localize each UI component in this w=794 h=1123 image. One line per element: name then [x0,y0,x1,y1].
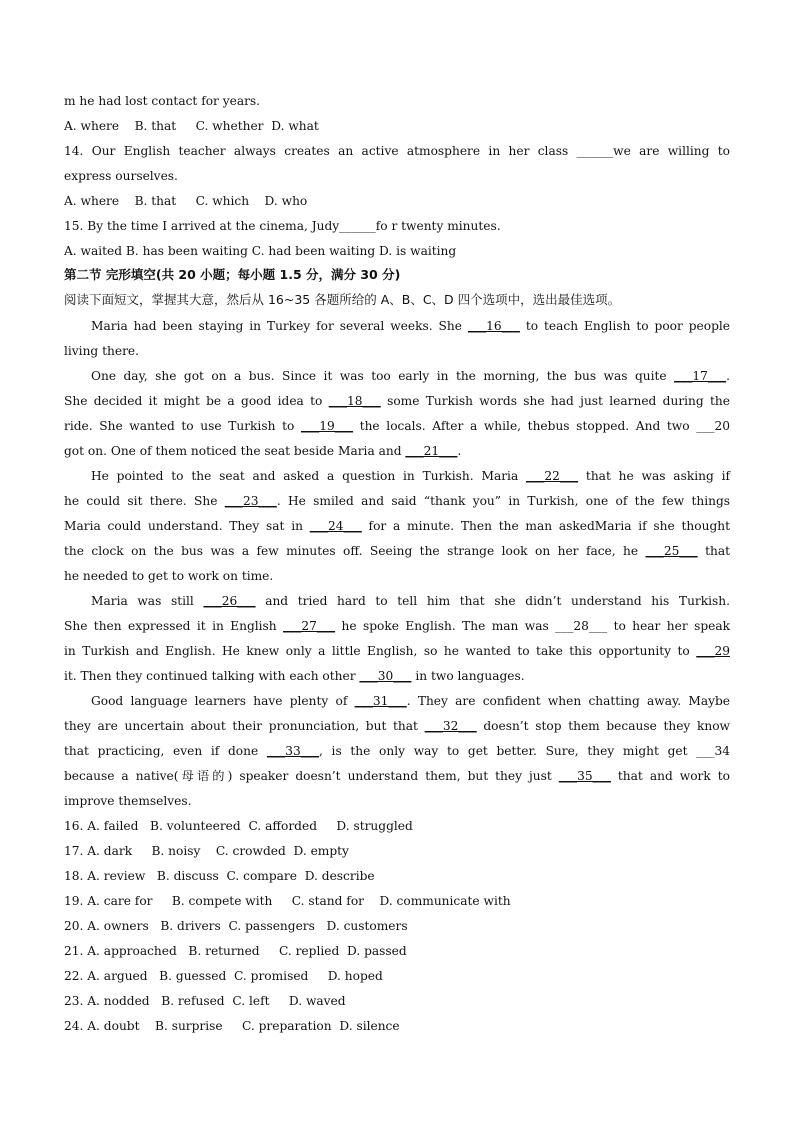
passage-line: ride. She wanted to use Turkish to ___19___ the locals. After a while, thebus stopped. And two ___20 [64,419,731,433]
passage-line: he could sit there. She ___23___. He smiled and said “thank you” in Turkish, one of the few things [64,494,730,508]
passage-line: Maria could understand. They sat in ___24___ for a minute. Then the man askedMaria if she thought [64,519,730,533]
blank-17: ___17___ [674,369,727,383]
section-heading: 第二节 完形填空(共 20 小题；每小题 1.5 分，满分 30 分) [64,267,401,282]
passage-line: he needed to get to work on time. [64,569,274,583]
passage-line: Maria had been staying in Turkey for several weeks. She ___16___ to teach English to poor people [91,319,731,333]
passage-line: He pointed to the seat and asked a question in Turkish. Maria ___22___ that he was asking if [91,469,730,483]
passage-line: Maria was still ___26___ and tried hard to tell him that she didn’t understand his Turkish. [91,594,730,608]
question-14-stem-cont: express ourselves. [64,169,178,183]
blank-31: ___31___ [354,694,407,708]
passage-line: got on. One of them noticed the seat beside Maria and ___21___. [64,444,462,458]
question-14-options: A. where B. that C. which D. who [64,194,308,208]
passage-line: because a native(母语的) speaker doesn’t understand them, but they just ___35___ that and work to [64,769,730,783]
blank-25: ___25___ [645,544,698,558]
blank-23: ___23___ [224,494,277,508]
blank-27: ___27___ [283,619,336,633]
question-13-tail: m he had lost contact for years. [64,94,261,108]
question-14-stem: 14. Our English teacher always creates an active atmosphere in her class ______we are willing to [64,144,730,158]
option-row-21: 21. A. approached B. returned C. replied D. passed [64,944,407,958]
passage-line: Good language learners have plenty of ___31___. They are confident when chatting away. Maybe [91,694,730,708]
blank-22: ___22___ [526,469,579,483]
blank-24: ___24___ [309,519,362,533]
option-row-23: 23. A. nodded B. refused C. left D. waved [64,994,346,1008]
passage-line: She decided it might be a good idea to ___18___ some Turkish words she had just learned during the [64,394,730,408]
question-13-options: A. where B. that C. whether D. what [64,119,319,133]
option-row-17: 17. A. dark B. noisy C. crowded D. empty [64,844,349,858]
passage-line: in Turkish and English. He knew only a little English, so he wanted to take this opportunity to ___29 [64,644,730,658]
blank-18: ___18___ [328,394,381,408]
question-15-stem: 15. By the time I arrived at the cinema, Judy______fo r twenty minutes. [64,219,501,233]
blank-32: ___32___ [424,719,477,733]
option-row-19: 19. A. care for B. compete with C. stand for D. communicate with [64,894,511,908]
passage-line: they are uncertain about their pronunciation, but that ___32___ doesn’t stop them because they know [64,719,730,733]
passage-line: improve themselves. [64,794,192,808]
blank-33: ___33___ [266,744,319,758]
passage-line: that practicing, even if done ___33___, is the only way to get better. Sure, they might get ___34 [64,744,730,758]
passage-line: it. Then they continued talking with each other ___30___ in two languages. [64,669,525,683]
blank-19: ___19___ [300,419,354,433]
passage-line: She then expressed it in English ___27___ he spoke English. The man was ___28___ to hear her speak [64,619,730,633]
section-instruction: 阅读下面短文，掌握其大意，然后从 16~35 各题所给的 A、B、C、D 四个选项中，选出最佳选项。 [64,292,621,307]
blank-35: ___35___ [558,769,611,783]
blank-29: ___29 [696,644,730,658]
blank-21: ___21___ [405,444,458,458]
passage-line: living there. [64,344,139,358]
blank-16: ___16___ [467,319,520,333]
question-15-options: A. waited B. has been waiting C. had been waiting D. is waiting [64,244,457,258]
option-row-20: 20. A. owners B. drivers C. passengers D. customers [64,919,408,933]
option-row-24: 24. A. doubt B. surprise C. preparation D. silence [64,1019,400,1033]
option-row-22: 22. A. argued B. guessed C. promised D. hoped [64,969,383,983]
passage-line: One day, she got on a bus. Since it was too early in the morning, the bus was quite ___17___. [91,369,730,383]
blank-30: ___30___ [359,669,412,683]
option-row-18: 18. A. review B. discuss C. compare D. describe [64,869,375,883]
passage-line: the clock on the bus was a few minutes off. Seeing the strange look on her face, he ___25___ that [64,544,730,558]
blank-26: ___26___ [203,594,256,608]
option-row-16: 16. A. failed B. volunteered C. afforded D. struggled [64,819,413,833]
